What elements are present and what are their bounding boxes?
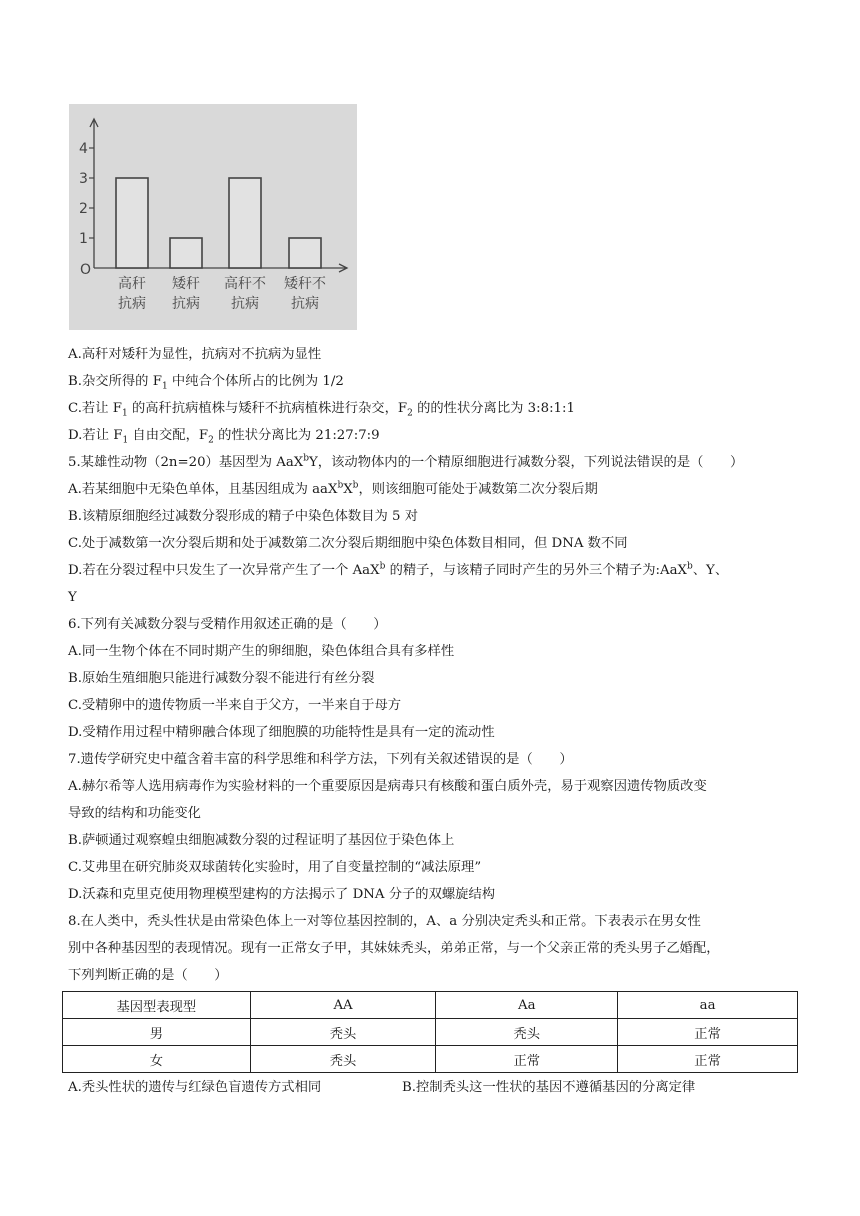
subscript: 2: [208, 435, 214, 446]
superscript: b: [379, 561, 386, 572]
x-tick-label: 抗病: [231, 296, 259, 312]
text: 导致的结构和功能变化: [68, 806, 201, 821]
text: D.若在分裂过程中只发生了一次异常产生了一个 AaX: [68, 563, 380, 578]
text: C.若让 F: [68, 401, 122, 416]
x-tick-label: 高秆不: [224, 276, 266, 292]
superscript: b: [303, 453, 310, 464]
text: 8.在人类中，秃头性状是由常染色体上一对等位基因控制的，A、a 分别决定秃头和正常。下表表示在男女性: [68, 914, 701, 929]
text: 的的性状分离比为 3:8:1:1: [412, 401, 575, 416]
table-cell: 秃头: [250, 1019, 436, 1046]
x-tick-label: 高秆: [118, 276, 146, 292]
text: Y，该动物体内的一个精原细胞进行减数分裂，下列说法错误的是（ ）: [309, 455, 744, 470]
table-cell: 女: [63, 1046, 251, 1073]
y-tick-label: 2: [79, 201, 88, 217]
table-cell: 秃头: [250, 1046, 436, 1073]
table-header-cell: AA: [250, 992, 436, 1019]
q5-option-c: [68, 535, 808, 553]
table-cell: 正常: [618, 1046, 798, 1073]
text: B.该精原细胞经过减数分裂形成的精子中染色体数目为 5 对: [68, 509, 419, 524]
text: D.沃森和克里克使用物理模型建构的方法揭示了 DNA 分子的双螺旋结构: [68, 887, 496, 902]
q4-option-a-text: A.高秆对矮秆为显性，抗病对不抗病为显性: [68, 347, 322, 362]
q8-option-b: B.控制秃头这一性状的基因不遵循基因的分离定律: [402, 1080, 696, 1095]
table-cell: 男: [63, 1019, 251, 1046]
q8-stem-line-1: [68, 913, 808, 931]
subscript: 1: [161, 381, 168, 392]
bar: [229, 178, 261, 268]
q8-option-a: A.秃头性状的遗传与红绿色盲遗传方式相同: [68, 1080, 322, 1095]
q5-stem: [68, 454, 808, 472]
q6-stem: [68, 616, 808, 634]
table-header-cell: aa: [618, 992, 798, 1019]
subscript: 1: [122, 435, 129, 446]
q8-stem-line-3: [68, 967, 808, 985]
table-row: [63, 1046, 798, 1073]
q8-stem-line-2: [68, 940, 808, 958]
table-cell: 正常: [618, 1019, 798, 1046]
text: 自由交配，F: [128, 428, 209, 443]
q7-option-a-cont: [68, 805, 808, 823]
q6-option-d: [68, 724, 808, 742]
q5-option-d-cont: [68, 589, 808, 607]
text: C.受精卵中的遗传物质一半来自于父方，一半来自于母方: [68, 698, 402, 713]
x-tick-label: 抗病: [118, 296, 146, 312]
q5-option-d: [68, 562, 808, 580]
q6-option-c: [68, 697, 808, 715]
text: 、Y、: [692, 563, 729, 578]
q7-option-c: [68, 859, 808, 877]
q4-option-a: [68, 346, 808, 364]
table-header-cell: 基因型表现型: [63, 992, 251, 1019]
superscript: b: [337, 480, 344, 491]
text: X: [343, 482, 353, 497]
q7-option-a: [68, 778, 808, 796]
q7-option-b: [68, 832, 808, 850]
text: C.处于减数第一次分裂后期和处于减数第二次分裂后期细胞中染色体数目相同，但 DNA 数不同: [68, 536, 628, 551]
text: Y: [68, 590, 77, 605]
q4-option-c: [68, 400, 808, 418]
table-cell: 正常: [436, 1046, 618, 1073]
q7-stem: [68, 751, 808, 769]
text: 下列判断正确的是（ ）: [68, 968, 228, 983]
y-tick-label: 4: [79, 141, 88, 157]
q4-option-d: [68, 427, 808, 445]
text: A.赫尔希等人选用病毒作为实验材料的一个重要原因是病毒只有核酸和蛋白质外壳，易于观察因遗传物质改变: [68, 779, 707, 794]
text: 中纯合个体所占的比例为 1/2: [167, 374, 344, 389]
text: 别中各种基因型的表现情况。现有一正常女子甲，其妹妹秃头，弟弟正常，与一个父亲正常的秃头男子乙婚配，: [68, 941, 720, 956]
origin-label: O: [80, 262, 92, 278]
x-tick-label: 抗病: [172, 296, 200, 312]
genotype-table: [62, 991, 798, 1073]
y-tick-label: 3: [79, 171, 88, 187]
table-row: [63, 1019, 798, 1046]
y-tick-label: 1: [79, 231, 88, 247]
bar: [289, 238, 321, 268]
q5-option-a: [68, 481, 808, 499]
q8-options-row: [68, 1079, 808, 1097]
text: D.受精作用过程中精卵融合体现了细胞膜的功能特性是具有一定的流动性: [68, 725, 495, 740]
text: B.杂交所得的 F: [68, 374, 162, 389]
text: 的精子，与该精子同时产生的另外三个精子为:AaX: [385, 563, 687, 578]
q6-option-b: [68, 670, 808, 688]
text: B.萨顿通过观察蝗虫细胞减数分裂的过程证明了基因位于染色体上: [68, 833, 455, 848]
subscript: 2: [407, 408, 413, 419]
bar: [116, 178, 148, 268]
text: 5.某雄性动物（2n=20）基因型为 AaX: [68, 455, 304, 470]
x-tick-label: 矮秆不: [284, 276, 326, 292]
x-tick-label: 抗病: [291, 296, 319, 312]
text: A.同一生物个体在不同时期产生的卵细胞，染色体组合具有多样性: [68, 644, 455, 659]
text: 的高秆抗病植株与矮秆不抗病植株进行杂交，F: [127, 401, 408, 416]
bar-chart-figure: [69, 104, 357, 330]
text: B.原始生殖细胞只能进行减数分裂不能进行有丝分裂: [68, 671, 375, 686]
text: D.若让 F: [68, 428, 123, 443]
q4-option-b: [68, 373, 808, 391]
text: 7.遗传学研究史中蕴含着丰富的科学思维和科学方法，下列有关叙述错误的是（ ）: [68, 752, 573, 767]
text: 6.下列有关减数分裂与受精作用叙述正确的是（ ）: [68, 617, 387, 632]
text: A.若某细胞中无染色单体，且基因组成为 aaX: [68, 482, 338, 497]
text: 的性状分离比为 21:27:7:9: [213, 428, 380, 443]
superscript: b: [352, 480, 359, 491]
q5-option-b: [68, 508, 808, 526]
q6-option-a: [68, 643, 808, 661]
table-cell: 秃头: [436, 1019, 618, 1046]
table-header-cell: Aa: [436, 992, 618, 1019]
text: C.艾弗里在研究肺炎双球菌转化实验时，用了自变量控制的“减法原理”: [68, 860, 482, 875]
subscript: 1: [121, 408, 128, 419]
bar: [170, 238, 202, 268]
table-header-row: [63, 992, 798, 1019]
q7-option-d: [68, 886, 808, 904]
x-tick-label: 矮秆: [172, 276, 200, 292]
text: ，则该细胞可能处于减数第二次分裂后期: [358, 482, 598, 497]
superscript: b: [686, 561, 693, 572]
bar-chart: [69, 104, 357, 330]
